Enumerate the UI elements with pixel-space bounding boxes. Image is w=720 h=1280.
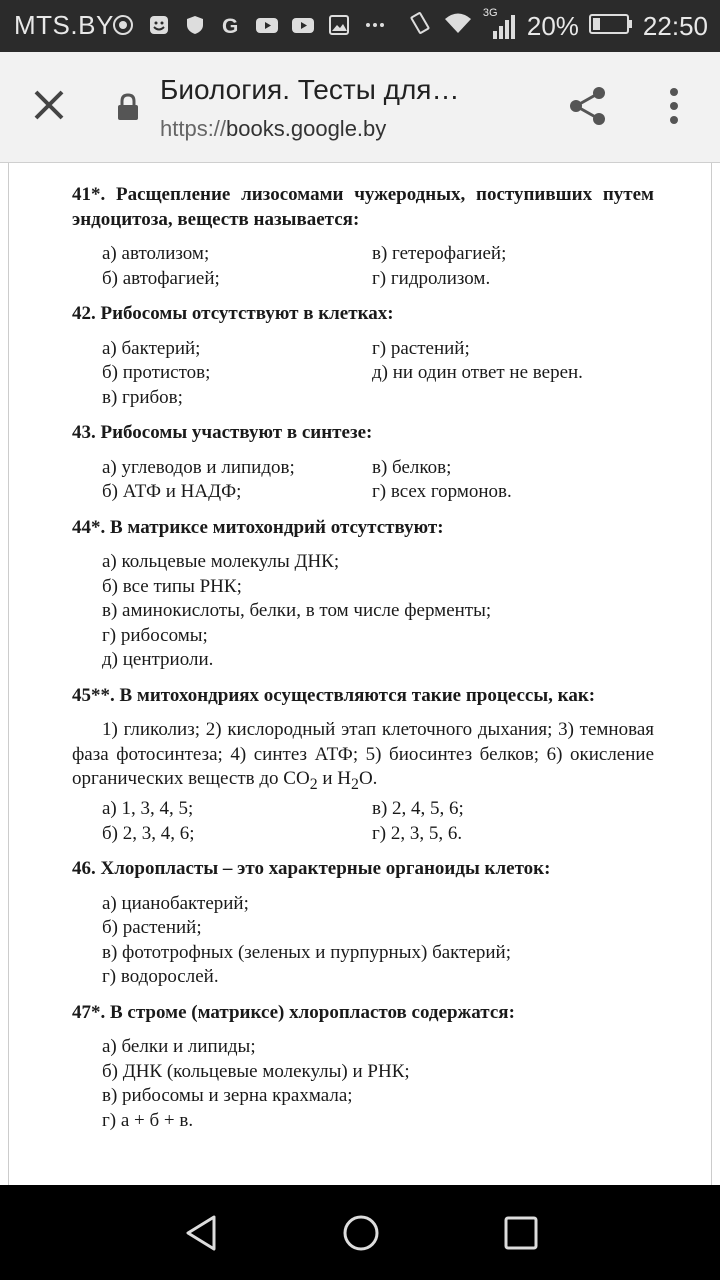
system-status: [407, 6, 708, 43]
image-icon: [326, 12, 352, 38]
signal-icon: [482, 6, 517, 41]
subscript: 2: [351, 775, 359, 793]
youtube-icon: [254, 12, 280, 38]
battery-level: 20%: [526, 11, 579, 41]
network-type: 3G: [482, 6, 498, 19]
page-title: Биология. Тесты для…: [160, 74, 460, 105]
answer-option: г) растений;: [372, 337, 470, 359]
answer-option: д) центриоли.: [102, 649, 214, 670]
answer-option: в) гетерофагией;: [372, 243, 507, 264]
question-41: [72, 183, 654, 291]
answer-option: в) аминокислоты, белки, в том числе ферменты;: [102, 600, 492, 621]
custom-tab-toolbar: [0, 52, 720, 163]
question-47: [72, 1001, 654, 1134]
share-icon: [566, 84, 610, 128]
question-title: 44*. В матриксе митохондрий отсутствуют:: [72, 516, 444, 538]
url-host: books.google.by: [226, 116, 387, 141]
answer-option: б) АТФ и НАДФ;: [102, 481, 242, 502]
answer-option: а) углеводов и липидов;: [102, 456, 295, 478]
overflow-menu-button[interactable]: [660, 84, 688, 128]
answer-option: б) растений;: [102, 917, 202, 939]
question-46: [72, 857, 654, 990]
close-button[interactable]: [26, 82, 72, 128]
more-dots-icon: [362, 12, 388, 38]
more-vert-icon: [660, 84, 688, 128]
answer-option: б) протистов;: [102, 362, 211, 383]
question-title: 42. Рибосомы отсутствуют в клетках:: [72, 303, 394, 324]
subscript: 2: [309, 775, 318, 793]
page-edge-left: [8, 163, 9, 1185]
answer-option: г) а + б + в.: [102, 1109, 194, 1131]
question-title: 46. Хлоропласты – это характерные органоиды клеток:: [72, 858, 551, 880]
statement-text: 1) гликолиз; 2) кислородный этап клеточного дыхания; 3) темновая фаза фотосинтеза; 4) синтез АТФ; 5) биосинтез белков; 6) окисление органических веществ до CO: [72, 719, 654, 789]
battery-icon: [589, 11, 633, 42]
answer-option: б) 2, 3, 4, 6;: [102, 822, 195, 844]
question-title: 43. Рибосомы участвуют в синтезе:: [72, 422, 373, 443]
google-icon: [218, 12, 244, 38]
question-title: 41*. Расщепление лизосомами чужеродных, поступивших путем эндоцитоза, веществ называется:: [72, 184, 654, 230]
answer-option: г) рибосомы;: [102, 624, 208, 646]
answer-option: а) цианобактерий;: [102, 892, 249, 914]
question-45: [72, 684, 654, 847]
svg-text:G: G: [222, 15, 239, 36]
question-42: [72, 302, 654, 410]
answer-option: б) автофагией;: [102, 267, 220, 289]
book-page[interactable]: [0, 163, 720, 1185]
answer-option: в) рибосомы и зерна крахмала;: [102, 1085, 353, 1107]
answer-option: а) бактерий;: [102, 337, 201, 359]
answer-option: б) ДНК (кольцевые молекулы) и РНК;: [102, 1060, 410, 1082]
close-icon: [26, 82, 72, 128]
home-circle-icon: [341, 1213, 381, 1253]
wifi-icon: [443, 11, 473, 42]
carrier-name: MTS.BY: [14, 10, 114, 40]
answer-option: а) автолизом;: [102, 243, 210, 264]
answer-option: в) белков;: [372, 456, 452, 478]
question-43: [72, 421, 654, 505]
navigation-bar: [0, 1185, 720, 1280]
answer-option: в) грибов;: [102, 386, 183, 408]
answer-option: б) все типы РНК;: [102, 575, 242, 597]
answer-option: в) 2, 4, 5, 6;: [372, 798, 464, 820]
clock: 22:50: [642, 11, 708, 41]
answer-option: в) фототрофных (зеленых и пурпурных) бактерий;: [102, 941, 512, 963]
answer-option: г) гидролизом.: [372, 267, 491, 289]
page-url: [160, 116, 386, 142]
share-button[interactable]: [566, 84, 610, 128]
eye-icon: [110, 12, 136, 38]
url-scheme: https://: [160, 116, 227, 141]
back-button[interactable]: [182, 1213, 222, 1253]
page-edge-right: [711, 163, 712, 1185]
answer-option: г) всех гормонов.: [372, 481, 512, 502]
question-title: 45**. В митохондриях осуществляются такие процессы, как:: [72, 684, 596, 706]
statement-text: и H: [317, 768, 352, 789]
lock-icon: [116, 92, 140, 122]
recents-square-icon: [501, 1213, 541, 1253]
youtube-icon: [290, 12, 316, 38]
status-bar: [0, 0, 720, 52]
back-triangle-icon: [182, 1213, 222, 1253]
shield-icon: [182, 12, 208, 38]
question-statement: [72, 718, 654, 797]
emoji-icon: [146, 12, 172, 38]
answer-option: г) 2, 3, 5, 6.: [372, 822, 463, 844]
answer-option: [372, 386, 672, 411]
vibrate-icon: [407, 10, 433, 43]
answer-option: а) белки и липиды;: [102, 1036, 256, 1058]
answer-option: а) 1, 3, 4, 5;: [102, 798, 194, 820]
question-title: 47*. В строме (матриксе) хлоропластов содержатся:: [72, 1001, 515, 1023]
answer-option: г) водорослей.: [102, 966, 219, 988]
home-button[interactable]: [341, 1213, 381, 1253]
statement-text: O.: [358, 768, 378, 789]
answer-option: д) ни один ответ не верен.: [372, 362, 583, 383]
recents-button[interactable]: [501, 1213, 541, 1253]
page-content: [72, 183, 654, 1144]
notification-icons: [110, 12, 388, 38]
question-44: [72, 516, 654, 673]
answer-option: а) кольцевые молекулы ДНК;: [102, 551, 340, 572]
